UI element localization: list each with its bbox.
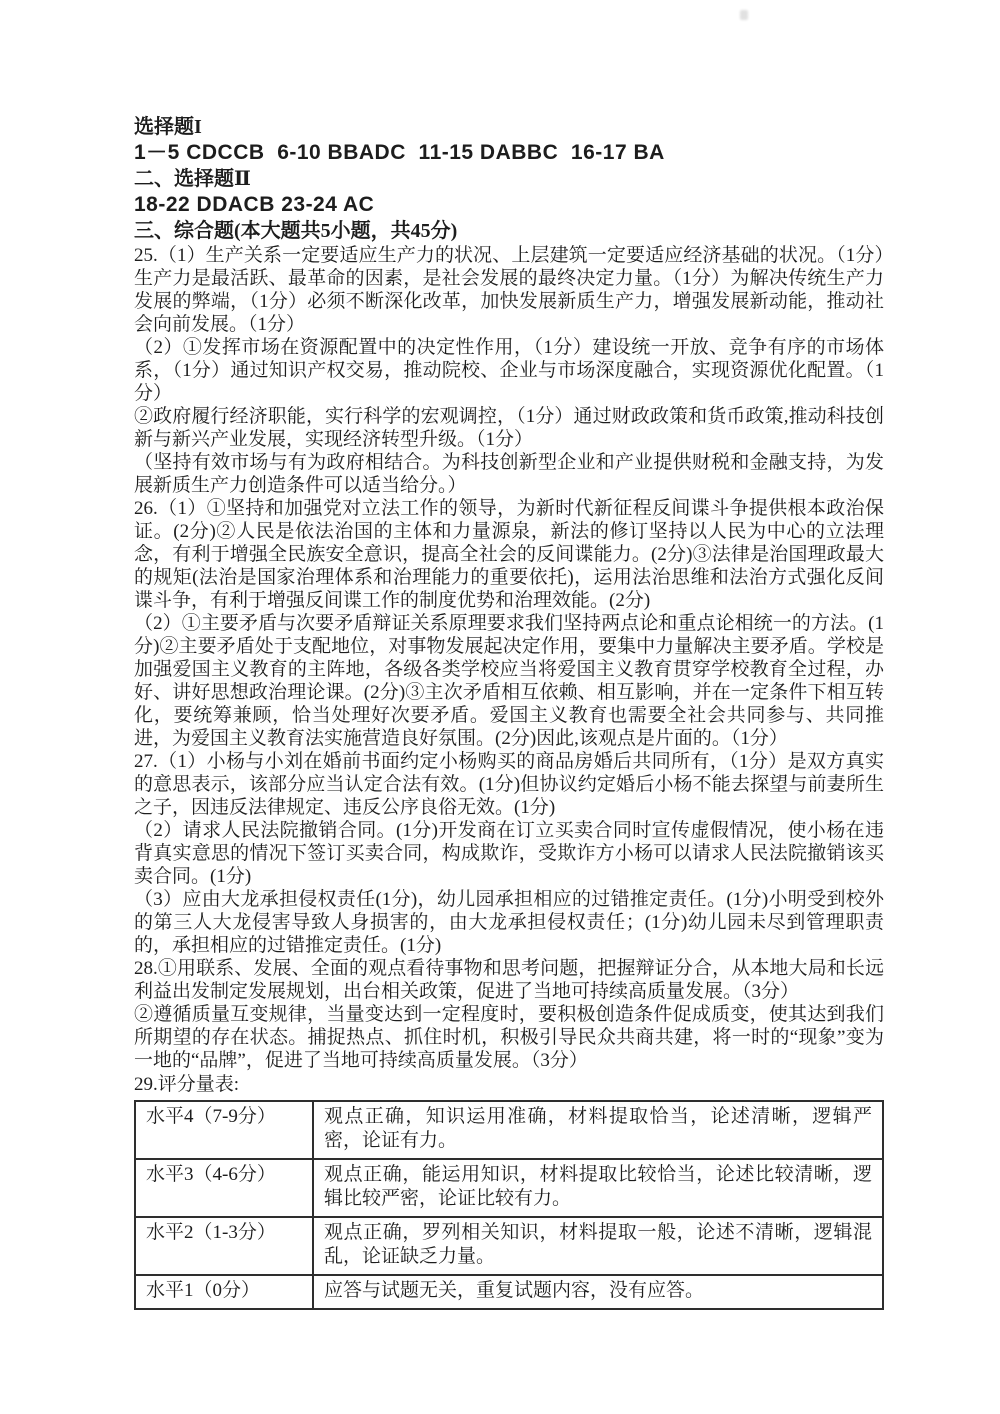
rubric-criteria-cell: 应答与试题无关，重复试题内容，没有应答。 (313, 1275, 883, 1309)
rubric-level-cell: 水平4（7-9分） (135, 1101, 313, 1159)
rubric-title: 29.评分量表: (134, 1074, 240, 1095)
rubric-criteria-cell: 观点正确，罗列相关知识，材料提取一般，论述不清晰，逻辑混乱，论证缺乏力量。 (313, 1217, 883, 1275)
answer-paragraph-q28-2: ②遵循质量互变规律，当量变达到一定程度时，要积极创造条件促成质变，使其达到我们所期望的存在状态。捕捉热点、抓住时机，积极引导民众共商共建，将一时的“现象”变为一地的“品牌”，促进了当地可持续高质量发展。（3分） (134, 1004, 884, 1071)
section2-answers: 18-22 DDACB 23-24 AC (134, 193, 375, 216)
answer-paragraph-q25-2b: ②政府履行经济职能，实行科学的宏观调控，（1分）通过财政政策和货币政策,推动科技创新与新兴产业发展，实现经济转型升级。（1分） (134, 406, 884, 450)
rubric-row-level2 (135, 1217, 883, 1275)
scan-artifact (740, 10, 748, 20)
section3-title: 三、综合题(本大题共5小题，共45分) (134, 220, 458, 242)
section1-title: 选择题I (134, 116, 202, 138)
answer-paragraph-q25-note: （坚持有效市场与有为政府相结合。为科技创新型企业和产业提供财税和金融支持，为发展新质生产力创造条件可以适当给分。） (134, 452, 884, 496)
answer-paragraph-q26-2: （2）①主要矛盾与次要矛盾辩证关系原理要求我们坚持两点论和重点论相统一的方法。(1分)②主要矛盾处于支配地位，对事物发展起决定作用，要集中力量解决主要矛盾。学校是加强爱国主义教育的主阵地，各级各类学校应当将爱国主义教育贯穿学校教育全过程，办好、讲好思想政治理论课。(2分)③主次矛盾相互依赖、相互影响，并在一定条件下相互转化，要统筹兼顾，恰当处理好次要矛盾。爱国主义教育也需要全社会共同参与、共同推进，为爱国主义教育法实施营造良好氛围。(2分)因此,该观点是片面的。（1分） (134, 613, 884, 749)
rubric-level-cell: 水平1（0分） (135, 1275, 313, 1309)
section1-answers: 1－5 CDCCB 6-10 BBADC 11-15 DABBC 16-17 BA (134, 141, 665, 164)
rubric-criteria-cell: 观点正确，能运用知识，材料提取比较恰当，论述比较清晰，逻辑比较严密，论证比较有力。 (313, 1159, 883, 1217)
answer-key-content (134, 114, 884, 1310)
answer-paragraph-q27-1: 27.（1）小杨与小刘在婚前书面约定小杨购买的商品房婚后共同所有，（1分）是双方真实的意思表示，该部分应当认定合法有效。(1分)但协议约定婚后小杨不能去探望与前妻所生之子，因违反法律规定、违反公序良俗无效。(1分) (134, 751, 884, 818)
rubric-criteria-cell: 观点正确，知识运用准确，材料提取恰当，论述清晰，逻辑严密，论证有力。 (313, 1101, 883, 1159)
rubric-row-level1 (135, 1275, 883, 1309)
answer-paragraph-q26-1: 26.（1）①坚持和加强党对立法工作的领导，为新时代新征程反间谍斗争提供根本政治保证。(2分)②人民是依法治国的主体和力量源泉，新法的修订坚持以人民为中心的立法理念，有利于增强全民族安全意识，提高全社会的反间谍能力。(2分)③法律是治国理政最大的规矩(法治是国家治理体系和治理能力的重要依托)，运用法治思维和法治方式强化反间谍斗争，有利于增强反间谍工作的制度优势和治理效能。(2分) (134, 498, 884, 611)
section2-title: 二、选择题Ⅱ (134, 168, 251, 190)
answer-paragraph-q28-1: 28.①用联系、发展、全面的观点看待事物和思考问题，把握辩证分合，从本地大局和长远利益出发制定发展规划，出台相关政策，促进了当地可持续高质量发展。（3分） (134, 958, 884, 1002)
answer-paragraph-q27-2: （2）请求人民法院撤销合同。(1分)开发商在订立买卖合同时宣传虚假情况，使小杨在违背真实意思的情况下签订买卖合同，构成欺诈，受欺诈方小杨可以请求人民法院撤销该买卖合同。(1分) (134, 820, 884, 887)
rubric-row-level3 (135, 1159, 883, 1217)
rubric-level-cell: 水平2（1-3分） (135, 1217, 313, 1275)
answer-paragraph-q25-1: 25.（1）生产关系一定要适应生产力的状况、上层建筑一定要适应经济基础的状况。（1分）生产力是最活跃、最革命的因素，是社会发展的最终决定力量。（1分）为解决传统生产力发展的弊端，（1分）必须不断深化改革，加快发展新质生产力，增强发展新动能，推动社会向前发展。（1分） (134, 245, 884, 335)
rubric-table (134, 1100, 884, 1310)
answer-paragraph-q27-3: （3）应由大龙承担侵权责任(1分)，幼儿园承担相应的过错推定责任。(1分)小明受到校外的第三人大龙侵害导致人身损害的，由大龙承担侵权责任；(1分)幼儿园未尽到管理职责的，承担相应的过错推定责任。(1分) (134, 889, 884, 956)
rubric-level-cell: 水平3（4-6分） (135, 1159, 313, 1217)
answer-paragraph-q25-2a: （2）①发挥市场在资源配置中的决定性作用，（1分）建设统一开放、竞争有序的市场体系，（1分）通过知识产权交易，推动院校、企业与市场深度融合，实现资源优化配置。（1分） (134, 337, 884, 404)
rubric-row-level4 (135, 1101, 883, 1159)
